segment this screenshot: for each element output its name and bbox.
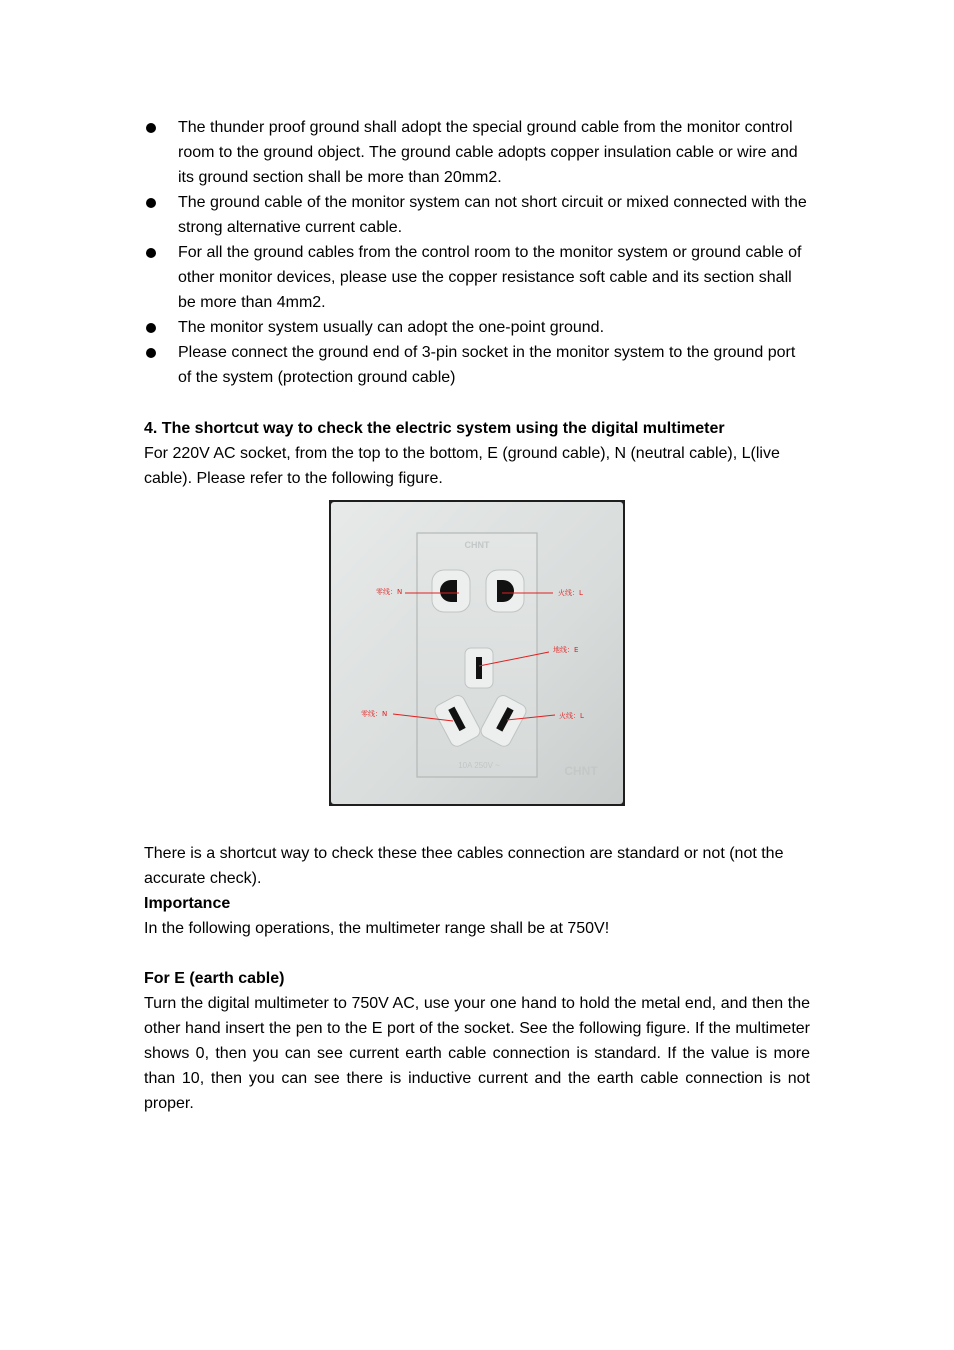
bullet-icon (146, 348, 156, 358)
list-item-text: The monitor system usually can adopt the one-point ground. (178, 319, 605, 336)
ground-requirements-list (144, 115, 810, 390)
brand-mark-bottom: CHNT (564, 764, 598, 778)
bullet-icon (146, 248, 156, 258)
label-earth: 地线：E (553, 646, 579, 654)
rating-mark: 10A 250V ~ (458, 761, 500, 770)
section-intro: For 220V AC socket, from the top to the bottom, E (ground cable), N (neutral cable), L(live cable). Please refer to the following figure. (144, 445, 780, 487)
list-item (144, 115, 810, 190)
earth-heading: For E (earth cable) (144, 970, 285, 987)
bullet-icon (146, 323, 156, 333)
label-neutral-bottom: 零线：N (361, 710, 388, 718)
bullet-icon (146, 123, 156, 133)
list-item (144, 240, 810, 315)
list-item (144, 340, 810, 390)
earth-slot (476, 657, 482, 679)
list-item-text: The ground cable of the monitor system can not short circuit or mixed connected with the strong alternative current cable. (178, 194, 807, 236)
list-item (144, 190, 810, 240)
label-live-bottom: 火线：L (559, 712, 584, 720)
label-live-top: 火线：L (558, 589, 583, 597)
list-item-text: The thunder proof ground shall adopt the special ground cable from the monitor control room to the ground object. The ground cable adopts copper insulation cable or wire and its ground section shall be more than 20mm2. (178, 119, 798, 186)
label-neutral-top: 零线：N (376, 588, 403, 596)
brand-mark-top: CHNT (464, 540, 490, 550)
list-item-text: For all the ground cables from the control room to the monitor system or ground cable of other monitor devices, please use the copper resistance soft cable and its section shall be more than 4mm2. (178, 244, 802, 311)
section-heading: 4. The shortcut way to check the electric system using the digital multimeter (144, 420, 725, 437)
socket-figure (329, 500, 625, 806)
socket-photo (329, 500, 625, 806)
list-item-text: Please connect the ground end of 3-pin socket in the monitor system to the ground port of the system (protection ground cable) (178, 344, 796, 386)
importance-heading: Importance (144, 895, 231, 912)
earth-paragraph: Turn the digital multimeter to 750V AC, use your one hand to hold the metal end, and then the other hand insert the pen to the E port of the socket. See the following figure. If the multimeter shows 0, then you can see current earth cable connection is standard. If the value is more than 10, then you can see there is inductive current and the earth cable connection is not proper. (144, 995, 810, 1112)
bullet-icon (146, 198, 156, 208)
importance-text: In the following operations, the multimeter range shall be at 750V! (144, 920, 610, 937)
shortcut-paragraph: There is a shortcut way to check these thee cables connection are standard or not (not the accurate check). (144, 845, 784, 887)
list-item (144, 315, 810, 340)
